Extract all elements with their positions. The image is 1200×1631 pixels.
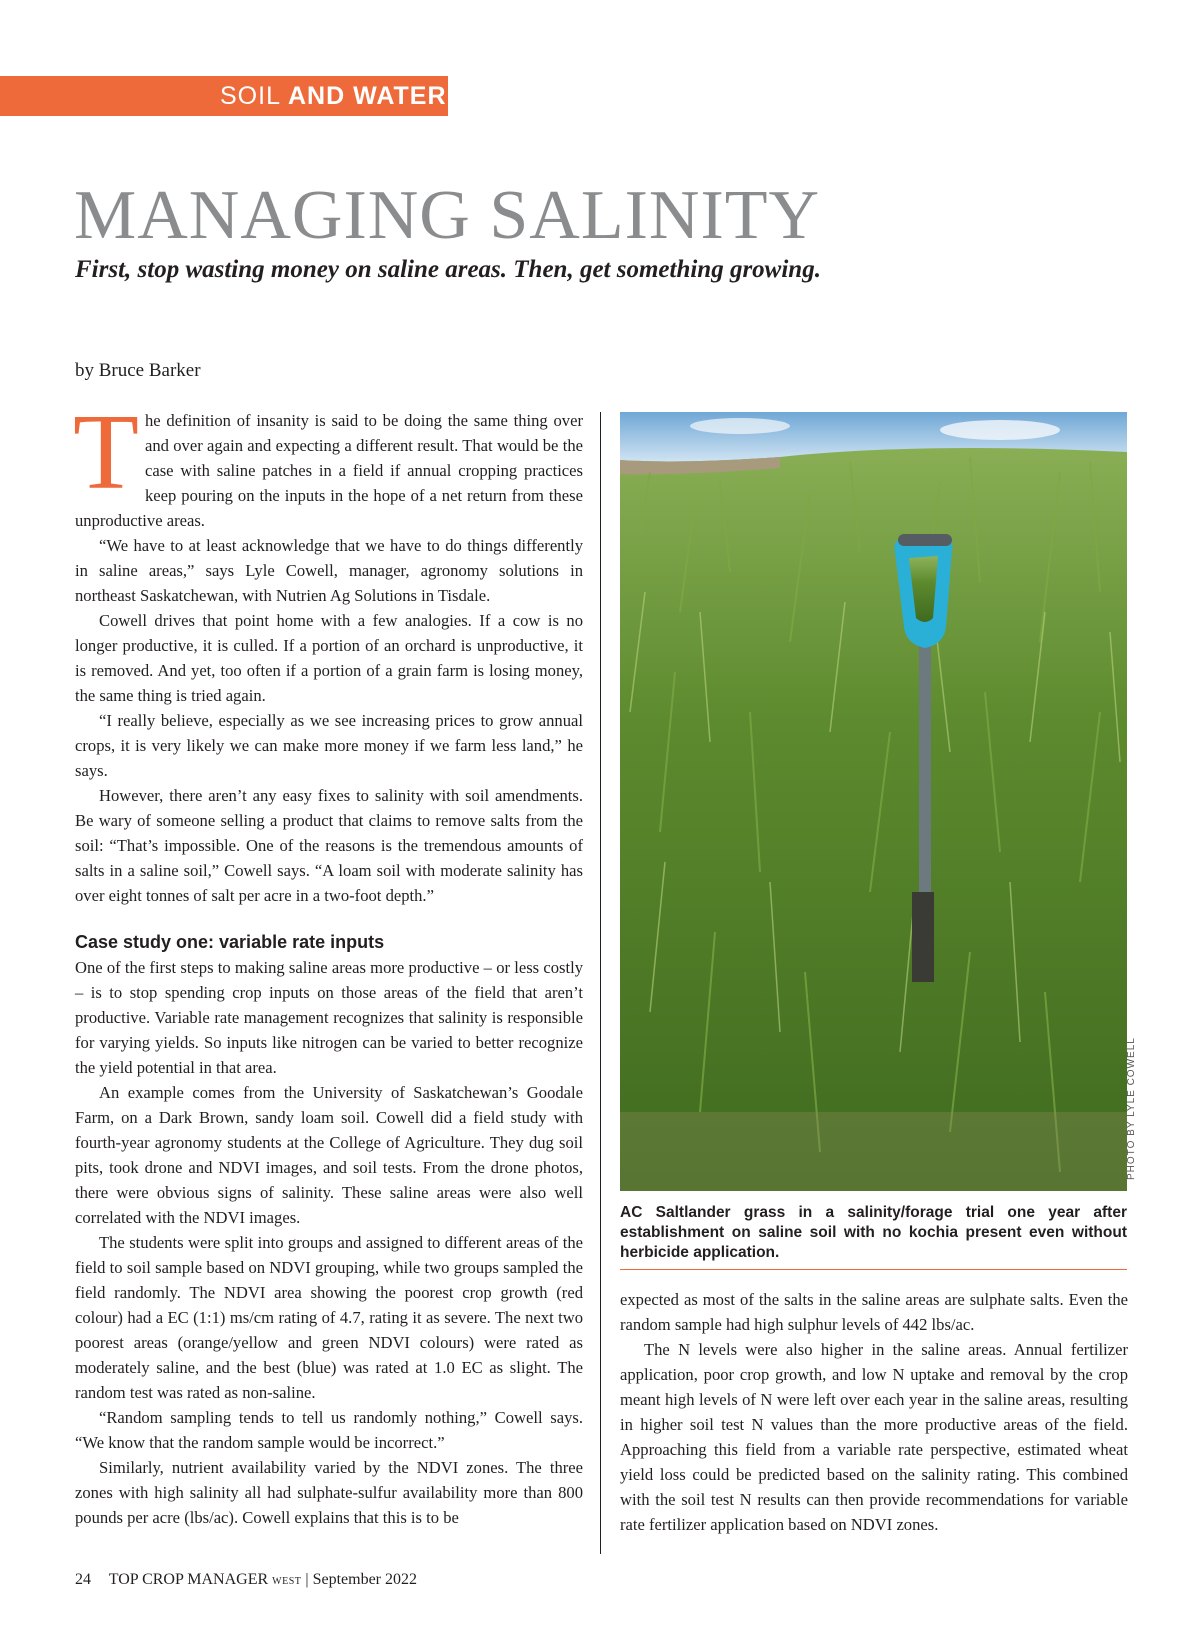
column-divider — [600, 412, 601, 1554]
paragraph: “I really believe, especially as we see increasing prices to grow annual crops, it is very likely we can make more money if we farm less land,” he says. — [75, 711, 583, 780]
paragraph: “We have to at least acknowledge that we have to do things differently in saline areas,” says Lyle Cowell, manager, agronomy solutions in northeast Saskatchewan, with Nutrien Ag Solutions in Tisdale. — [75, 536, 583, 605]
section-banner — [0, 76, 448, 116]
article-title: MANAGING SALINITY — [74, 177, 821, 254]
drop-cap: T — [73, 393, 139, 512]
paragraph: The N levels were also higher in the saline areas. Annual fertilizer application, poor crop growth, and low N uptake and removal by the crop meant high levels of N were left over each year in the saline areas, resulting in higher soil test N values than the more productive areas of the field. Approaching this field from a variable rate perspective, estimated wheat yield loss could be predicted based on the salinity rating. This combined with the soil test N results can then provide recommendations for variable rate fertilizer application based on NDVI zones. — [620, 1340, 1128, 1534]
section-label-light: SOIL — [220, 82, 281, 110]
right-column — [620, 1287, 1128, 1537]
paragraph: Similarly, nutrient availability varied by the NDVI zones. The three zones with high salinity all had sulphate-sulfur availability more than 800 pounds per acre (lbs/ac). Cowell explains that this is to be — [75, 1458, 583, 1527]
paragraph: However, there aren’t any easy fixes to salinity with soil amendments. Be wary of someone selling a product that claims to remove salts from the soil: “That’s impossible. One of the reasons is the tremendous amounts of salts in a saline soil,” Cowell says. “A loam soil with moderate salinity has over eight tonnes of salt per acre in a two-foot depth.” — [75, 786, 583, 905]
section-heading: Case study one: variable rate inputs — [75, 932, 385, 952]
page-footer — [75, 1571, 417, 1589]
article-photo — [620, 412, 1127, 1191]
paragraph-intro — [73, 393, 583, 533]
byline: by Bruce Barker — [75, 360, 201, 381]
article-subtitle: First, stop wasting money on saline areas. Then, get something growing. — [75, 256, 821, 283]
issue-date: September 2022 — [312, 1571, 417, 1588]
left-column — [73, 393, 583, 1530]
paragraph-intro-text: he definition of insanity is said to be doing the same thing over and over again and expecting a different result. That would be the case with saline patches in a field if annual cropping practices keep pouring on the inputs in the hope of a net return from these unproductive areas. — [75, 411, 583, 530]
paragraph: Cowell drives that point home with a few analogies. If a cow is no longer productive, it is culled. If a portion of an orchard is unproductive, it is removed. And yet, too often if a portion of a grain farm is losing money, the same thing is tried again. — [75, 611, 583, 705]
photo-caption: AC Saltlander grass in a salinity/forage trial one year after establishment on saline soil with no kochia present even without herbicide application. — [620, 1204, 1127, 1261]
caption-rule — [620, 1269, 1127, 1270]
paragraph: “Random sampling tends to tell us randomly nothing,” Cowell says. “We know that the random sample would be incorrect.” — [75, 1408, 583, 1452]
magazine-name: TOP CROP MANAGER — [108, 1571, 269, 1588]
paragraph: expected as most of the salts in the saline areas are sulphate salts. Even the random sample had high sulphur levels of 442 lbs/ac. — [620, 1290, 1128, 1334]
section-label-bold: AND WATER — [288, 82, 447, 110]
photo-credit: PHOTO BY LYLE COWELL — [1126, 1037, 1137, 1180]
footer-separator: | — [305, 1571, 309, 1588]
paragraph: One of the first steps to making saline areas more productive – or less costly – is to stop spending crop inputs on those areas of the field that aren’t productive. Variable rate management recognizes that salinity is responsible for varying yields. So inputs like nitrogen can be varied to better recognize the yield potential in that area. — [75, 958, 583, 1077]
page-number: 24 — [75, 1571, 91, 1588]
paragraph: An example comes from the University of Saskatchewan’s Goodale Farm, on a Dark Brown, sandy loam soil. Cowell did a field study with fourth-year agronomy students at the College of Agriculture. They dug soil pits, took drone and NDVI images, and soil tests. From the drone photos, there were obvious signs of salinity. These saline areas were also well correlated with the NDVI images. — [75, 1083, 583, 1227]
paragraph: The students were split into groups and assigned to different areas of the field to soil sample based on NDVI grouping, while two groups sampled the field randomly. The NDVI area showing the poorest crop growth (red colour) had a EC (1:1) ms/cm rating of 4.7, rating it as severe. The next two poorest areas (orange/yellow and green NDVI colours) were rated as moderately saline, and the best (blue) was rated at 1.0 EC as slight. The random test was rated as non-saline. — [75, 1233, 583, 1402]
magazine-edition: WEST — [272, 1576, 302, 1587]
